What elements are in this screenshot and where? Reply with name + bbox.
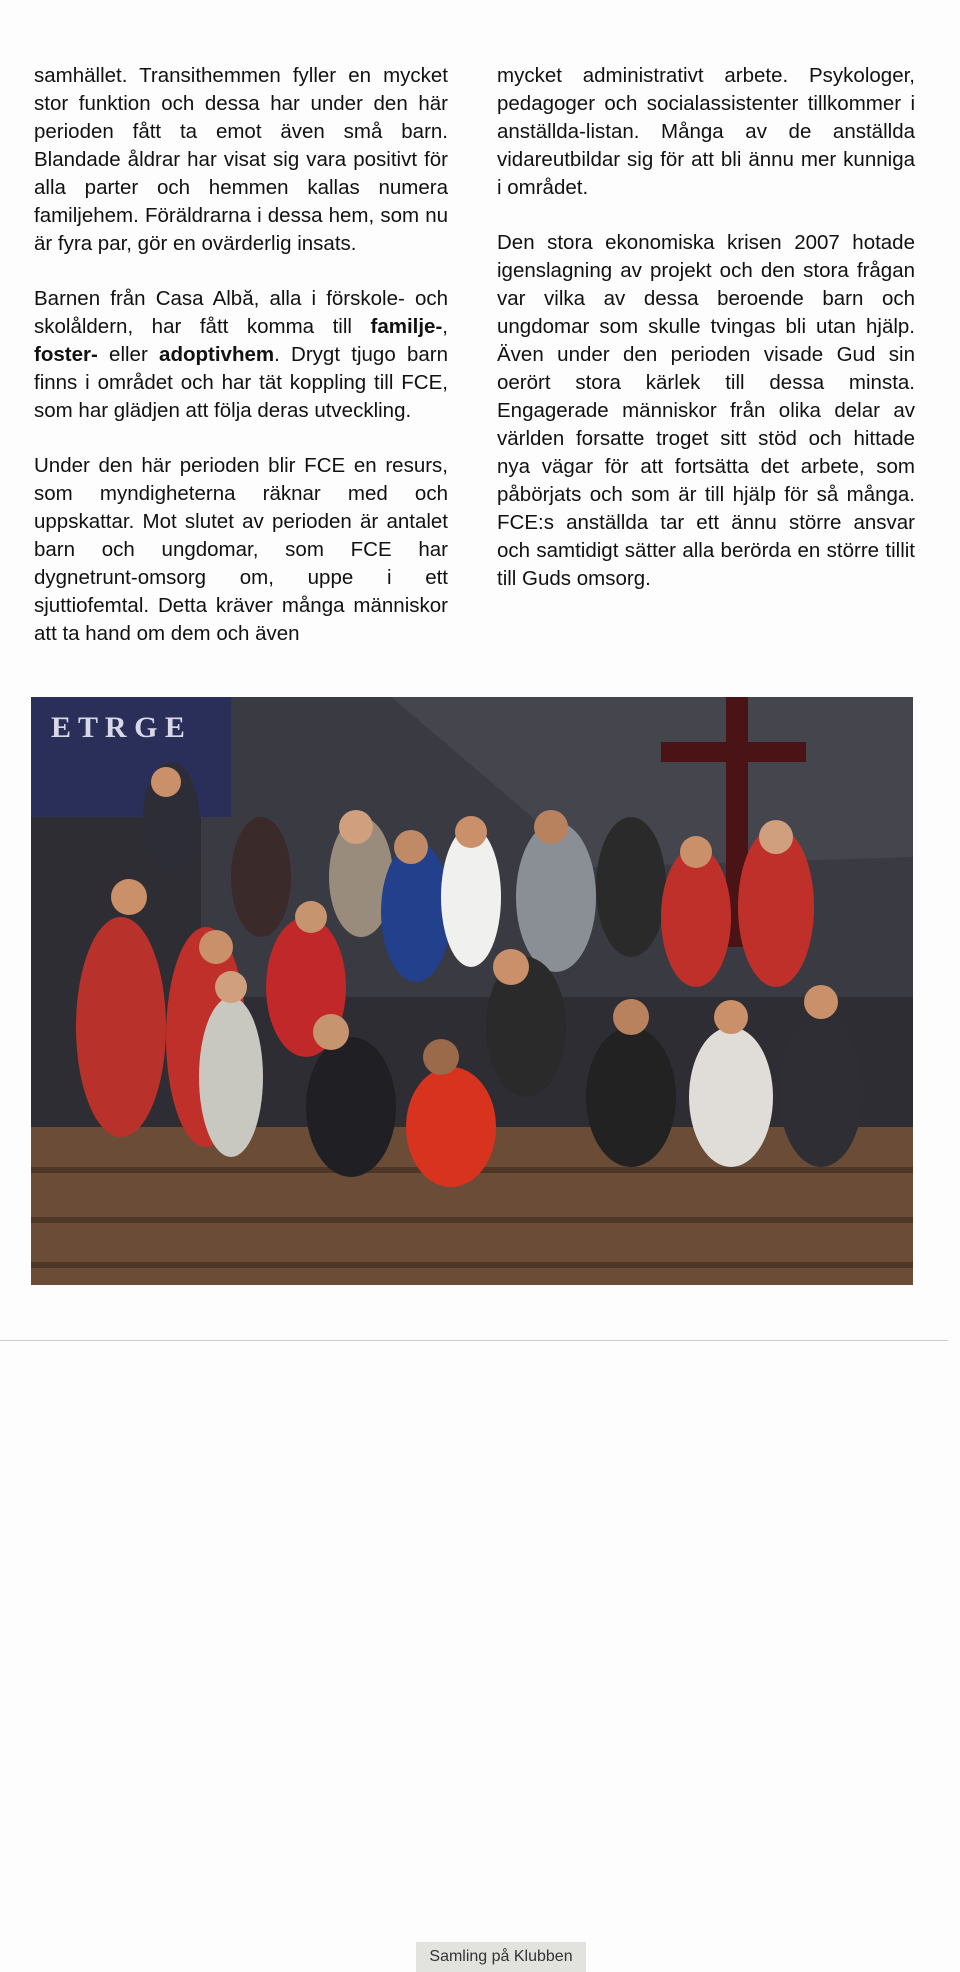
- group-photo: [31, 697, 913, 1965]
- right-margin: [948, 0, 960, 1362]
- right-paragraph-1: mycket administrativt arbete. Psykologer, pedagoger och socialassistenter tillkommer i anställda-listan. Många av de anställda vidareutbildar sig för att bli ännu mer kunniga i området.: [497, 64, 915, 199]
- left-text-column: [34, 62, 448, 675]
- footer-line: [0, 1340, 948, 1341]
- left-paragraph-3: Under den här perioden blir FCE en resurs, som myndigheterna räknar med och uppskattar. Mot slutet av perioden är antalet barn och ungdomar, som FCE har dygnetrunt-omsorg om, uppe i ett sjuttiofemtal. Detta kräver många människor att ta hand om dem och även: [34, 454, 448, 645]
- right-text-column: [497, 62, 915, 620]
- cross-horizontal: [661, 742, 806, 762]
- right-paragraph-2: Den stora ekonomiska krisen 2007 hotade igenslagning av projekt och den stora frågan var vilka av dessa beroende barn och ungdomar som skulle tvingas bli utan hjälp. Även under den perioden visade Gud sin oerört stora kärlek till dessa minsta. Engagerade människor från olika delar av världen forsatte troget sitt stöd och hittade nya vägar för att fortsätta det arbete, som påbörjats och som är till hjälp för så många. FCE:s anställda tar ett ännu större ansvar och samtidigt sätter alla berörda en större tillit till Guds omsorg.: [497, 231, 915, 590]
- group-photo-illustration: [31, 697, 913, 1285]
- photo-caption: Samling på Klubben: [416, 1942, 586, 1972]
- left-paragraph-2: Barnen från Casa Albă, alla i förskole- och skolåldern, har fått komma till familje-, foster- eller adoptivhem. Drygt tjugo barn finns i området och har tät koppling till FCE, som har glädjen att följa deras utveckling.: [34, 287, 448, 422]
- banner-text: E T R G E: [51, 711, 185, 744]
- top-margin: [0, 0, 948, 30]
- left-paragraph-1: samhället. Transithemmen fyller en mycket stor funktion och dessa har under den här perioden fått ta emot även små barn. Blandade åldrar har visat sig vara positivt för alla parter och hemmen kallas numera familjehem. Föräldrarna i dessa hem, som nu är fyra par, gör en ovärderlig insats.: [34, 64, 448, 255]
